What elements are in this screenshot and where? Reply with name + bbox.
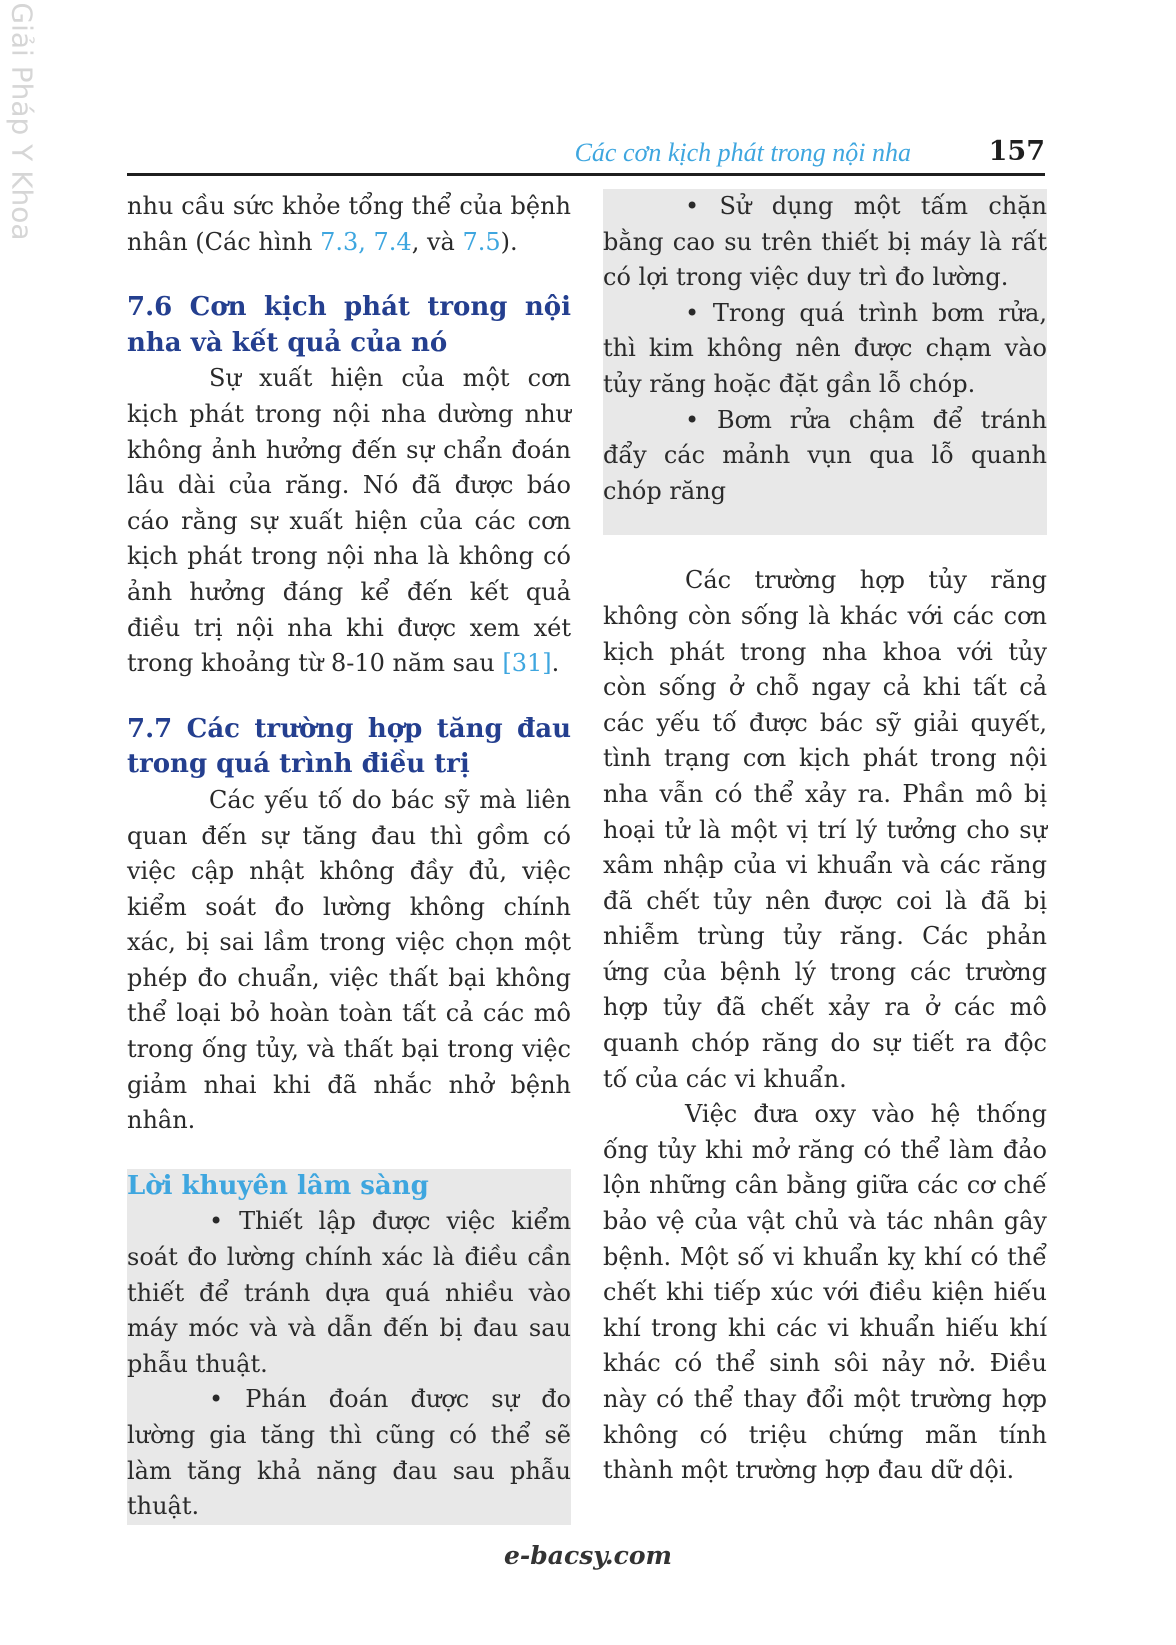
left-column xyxy=(127,189,571,1525)
section-heading-7-7: 7.7 Các trường hợp tăng đau trong quá trình điều trị xyxy=(127,713,571,780)
figure-link[interactable]: 7.5 xyxy=(462,227,501,256)
paragraph-oxygen: Việc đưa oxy vào hệ thống ống tủy khi mở răng có thể làm đảo lộn những cân bằng giữa các cơ chế bảo vệ của vật chủ và tác nhân gây bệnh. Một số vi khuẩn kỵ khí có thể chết khi tiếp xúc với điều kiện hiếu khí trong khi các vi khuẩn hiếu khí khác có thể sinh sôi nảy nở. Điều này có thể thay đổi một trường hợp không có triệu chứng mãn tính thành một trường hợp đau dữ dội. xyxy=(603,1100,1047,1485)
clinical-tip-box xyxy=(127,1169,571,1525)
figure-link[interactable]: 7.3, 7.4 xyxy=(320,227,412,256)
page-header xyxy=(127,136,1045,176)
paragraph-7-6 xyxy=(127,361,571,681)
text-span: ). xyxy=(500,227,518,256)
section-heading-7-6: 7.6 Cơn kịch phát trong nội nha và kết quả của nó xyxy=(127,292,571,358)
tip-item: • Sử dụng một tấm chặn bằng cao su trên thiết bị máy là rất có lợi trong việc duy trì đo lường. xyxy=(603,192,1047,292)
spacer xyxy=(127,1139,571,1169)
footer-site: e-bacsy.com xyxy=(504,1541,672,1570)
spacer xyxy=(127,682,571,712)
right-column xyxy=(603,189,1047,1489)
page-number: 157 xyxy=(988,136,1045,167)
paragraph-necrotic-pulp: Các trường hợp tủy răng không còn sống là khác với các cơn kịch phát trong nha khoa với tủy còn sống ở chỗ ngay cả khi tất cả các yếu tố được bác sỹ giải quyết, tình trạng cơn kịch phát trong nội nha vẫn có thể xảy ra. Phần mô bị hoại tử là một vị trí lý tưởng cho sự xâm nhập của vi khuẩn và các răng đã chết tủy nên được coi là đã bị nhiễm trùng tủy răng. Các phản ứng của bệnh lý trong các trường hợp tủy đã chết xảy ra ở các mô quanh chóp răng do sự tiết ra độc tố của các vi khuẩn. xyxy=(603,566,1047,1093)
clinical-tip-title: Lời khuyên lâm sàng xyxy=(127,1170,429,1201)
tip-item: • Bơm rửa chậm để tránh đẩy các mảnh vụn qua lỗ quanh chóp răng xyxy=(603,405,1047,505)
citation-link[interactable]: [31] xyxy=(502,649,552,678)
tip-item: • Thiết lập được việc kiểm soát đo lường chính xác là điều cần thiết để tránh dựa quá nhiều vào máy móc và và dẫn đến bị đau sau phẫu thuật. xyxy=(127,1207,571,1378)
text-span: Sự xuất hiện của một cơn kịch phát trong nội nha dường như không ảnh hưởng đến sự chẩn đoán lâu dài của răng. Nó đã được báo cáo rằng sự xuất hiện của các cơn kịch phát trong nội nha là không có ảnh hưởng đáng kể đến kết quả điều trị nội nha khi được xem xét trong khoảng từ 8-10 năm sau xyxy=(127,364,571,678)
watermark-text: Giải Pháp Y Khoa xyxy=(5,1,39,241)
watermark xyxy=(2,1,42,241)
paragraph-continuation xyxy=(127,189,571,260)
tip-item: • Trong quá trình bơm rửa, thì kim không nên được chạm vào tủy răng hoặc đặt gần lỗ chóp. xyxy=(603,298,1047,398)
spacer xyxy=(127,260,571,290)
text-span: , và xyxy=(411,227,463,256)
paragraph-7-7: Các yếu tố do bác sỹ mà liên quan đến sự tăng đau thì gồm có việc cập nhật không đầy đủ, việc kiểm soát đo lường không chính xác, bị sai lầm trong việc chọn một phép đo chuẩn, việc thất bại không thể loại bỏ hoàn toàn tất cả các mô trong ống tủy, và thất bại trong việc giảm nhai khi đã nhắc nhở bệnh nhân. xyxy=(127,785,571,1135)
text-span: . xyxy=(551,649,560,678)
text-span: nhu cầu sức khỏe tổng thể của bệnh nhân (Các hình xyxy=(127,192,571,256)
clinical-tip-box-continued xyxy=(603,189,1047,535)
running-title: Các cơn kịch phát trong nội nha xyxy=(574,138,911,167)
tip-item: • Phán đoán được sự đo lường gia tăng thì cũng có thể sẽ làm tăng khả năng đau sau phẫu thuật. xyxy=(127,1385,571,1521)
